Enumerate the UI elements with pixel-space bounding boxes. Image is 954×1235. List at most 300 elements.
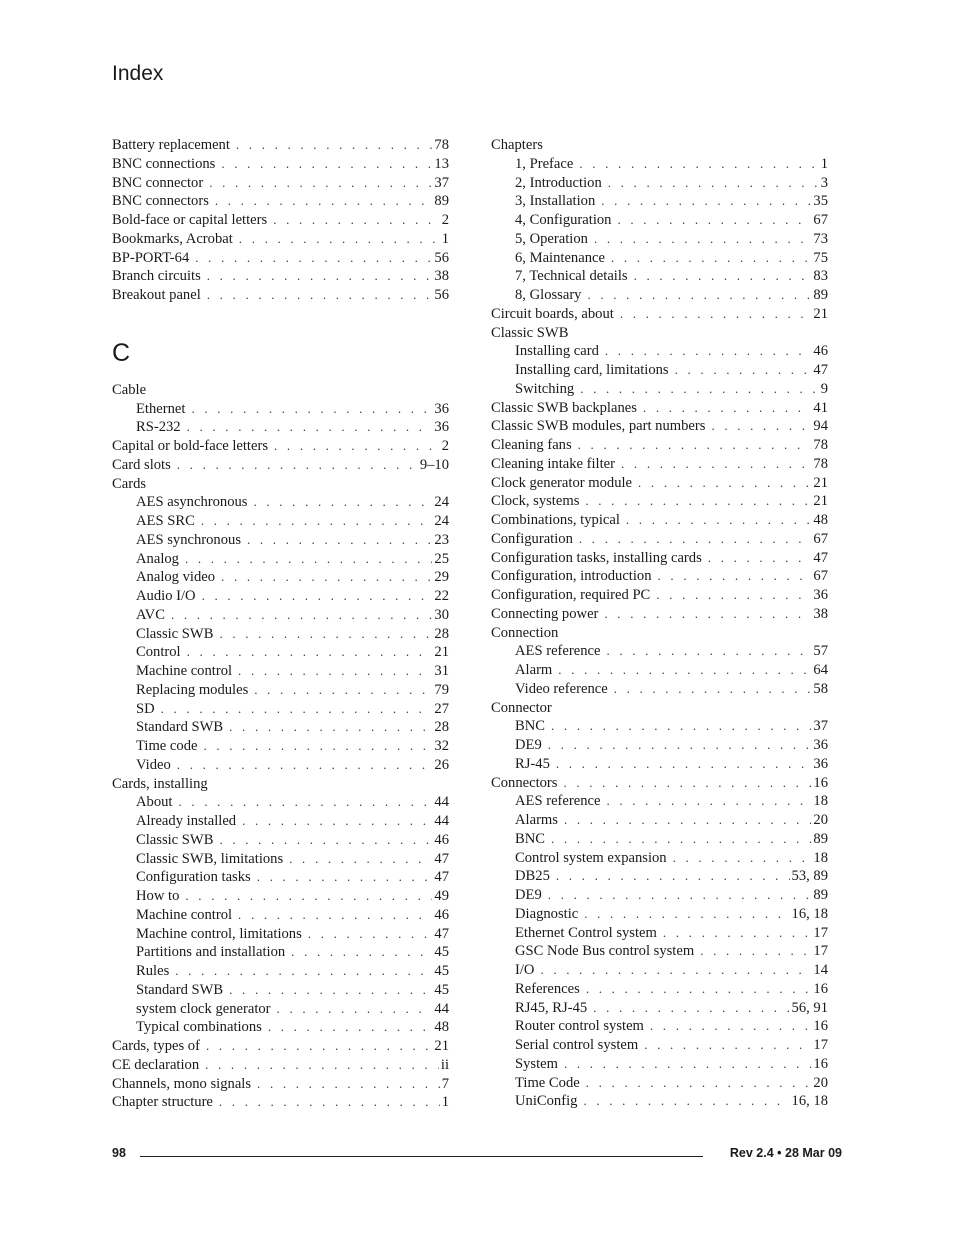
index-page-ref[interactable]: 27 <box>434 700 449 717</box>
dot-leader <box>634 267 812 286</box>
index-subentry <box>112 400 449 419</box>
index-entry <box>491 305 828 324</box>
index-page-ref[interactable]: 17 <box>813 924 828 941</box>
dot-leader <box>578 436 812 455</box>
index-page-ref[interactable]: 22 <box>434 588 449 604</box>
dot-leader <box>620 305 812 324</box>
index-entry <box>112 456 449 475</box>
index-page-ref[interactable]: 64 <box>813 662 828 678</box>
index-entry <box>112 211 449 230</box>
index-page-ref[interactable]: 9–10 <box>419 456 449 473</box>
index-page-ref[interactable]: 21 <box>434 1038 449 1054</box>
footer-rule <box>140 1156 703 1157</box>
index-subentry <box>112 981 449 1000</box>
dot-leader <box>558 661 811 680</box>
index-term: Chapter structure <box>112 1094 213 1111</box>
index-page-ref[interactable]: 94 <box>813 418 828 435</box>
index-subentry <box>112 718 449 737</box>
index-page-ref[interactable]: 24 <box>434 513 449 529</box>
index-entry <box>112 249 449 268</box>
index-page-ref[interactable]: 7 <box>441 1075 449 1092</box>
index-page-ref[interactable]: 79 <box>434 681 449 698</box>
index-page-ref[interactable]: 45 <box>434 944 449 961</box>
index-term: RJ-45 <box>515 755 550 772</box>
index-page-ref[interactable]: 48 <box>813 512 828 528</box>
dot-leader <box>185 550 432 569</box>
index-page-ref[interactable]: 89 <box>813 887 828 903</box>
index-term: Configuration, required PC <box>491 587 651 603</box>
index-term: Diagnostic <box>515 905 579 922</box>
index-term: AES asynchronous <box>136 494 248 511</box>
index-term: Cards, installing <box>112 775 208 792</box>
index-term: Serial control system <box>515 1037 639 1053</box>
dot-leader <box>219 1093 440 1112</box>
index-subentry <box>112 606 449 625</box>
index-term: Alarms <box>515 812 558 828</box>
dot-leader <box>663 924 812 943</box>
index-entry <box>112 267 449 286</box>
index-term: Standard SWB <box>136 981 224 998</box>
index-subentry <box>112 1018 449 1037</box>
index-page-ref[interactable]: 3 <box>820 174 828 191</box>
index-entry <box>491 699 828 718</box>
dot-leader <box>171 606 432 625</box>
index-page-ref[interactable]: 21 <box>813 493 828 510</box>
index-term: 5, Operation <box>515 230 588 247</box>
index-subentry <box>112 831 449 850</box>
index-page-ref[interactable]: 1 <box>441 1094 449 1111</box>
dot-leader <box>187 643 433 662</box>
dot-leader <box>564 1055 811 1074</box>
index-page-ref[interactable]: 16 <box>813 1055 828 1072</box>
index-page-ref[interactable]: 44 <box>434 794 449 811</box>
index-page-ref[interactable]: 46 <box>813 343 828 360</box>
index-page-ref[interactable]: 13 <box>434 155 449 172</box>
index-subentry <box>491 961 828 980</box>
index-subentry <box>491 661 828 680</box>
index-entry <box>491 492 828 511</box>
index-term: Router control system <box>515 1018 644 1035</box>
index-term: Ethernet <box>136 400 186 417</box>
dot-leader <box>587 286 811 305</box>
index-term: Classic SWB <box>491 324 569 341</box>
index-term: Standard SWB <box>136 719 224 736</box>
index-entry <box>491 324 828 343</box>
dot-leader <box>675 361 812 380</box>
index-page-ref[interactable]: 29 <box>434 569 449 586</box>
dot-leader <box>658 567 812 586</box>
index-subentry <box>491 1074 828 1093</box>
dot-leader <box>203 737 432 756</box>
index-subentry <box>112 943 449 962</box>
index-page-ref[interactable]: 28 <box>434 625 449 642</box>
index-page-ref[interactable]: 24 <box>434 494 449 511</box>
index-subentry <box>491 942 828 961</box>
index-entry <box>491 774 828 793</box>
index-term: Control system expansion <box>515 849 667 866</box>
index-term: Configuration <box>491 530 573 547</box>
dot-leader <box>564 811 811 830</box>
index-term: UniConfig <box>515 1093 578 1110</box>
index-page-ref[interactable]: 75 <box>813 249 828 266</box>
index-subentry <box>112 568 449 587</box>
index-page-ref[interactable]: 56 <box>434 287 449 303</box>
index-term: Configuration tasks <box>136 869 251 886</box>
index-page-ref[interactable]: 67 <box>813 568 828 585</box>
index-term: 3, Installation <box>515 193 596 210</box>
dot-leader <box>556 867 790 886</box>
index-page-ref[interactable]: 20 <box>813 1074 828 1091</box>
index-entry <box>491 586 828 605</box>
index-page-ref[interactable]: 53, 89 <box>791 868 828 885</box>
index-term: Analog video <box>136 569 216 586</box>
index-term: Channels, mono signals <box>112 1075 252 1092</box>
dot-leader <box>611 249 811 268</box>
dot-leader <box>268 1018 433 1037</box>
index-subentry <box>112 962 449 981</box>
index-page-ref[interactable]: 56 <box>434 249 449 266</box>
index-subentry <box>112 625 449 644</box>
dot-leader <box>551 717 811 736</box>
index-page-ref[interactable]: 21 <box>813 474 828 491</box>
index-page-ref[interactable]: 14 <box>813 962 828 978</box>
index-page-ref[interactable]: 9 <box>820 380 828 397</box>
index-subentry <box>491 755 828 774</box>
index-page-ref[interactable]: 47 <box>434 925 449 942</box>
dot-leader <box>606 792 811 811</box>
dot-leader <box>253 493 432 512</box>
index-page-ref[interactable]: 36 <box>813 587 828 603</box>
index-term: Video reference <box>515 680 608 697</box>
dot-leader <box>604 605 811 624</box>
index-term: Breakout panel <box>112 287 201 303</box>
index-term: Replacing modules <box>136 681 249 698</box>
index-term: CE declaration <box>112 1056 200 1073</box>
index-page-ref[interactable]: 57 <box>813 643 828 660</box>
index-entry <box>491 136 828 155</box>
index-page-ref[interactable]: 48 <box>434 1019 449 1036</box>
dot-leader <box>711 417 811 436</box>
index-term: BNC connections <box>112 155 216 172</box>
index-page-ref[interactable]: 16 <box>813 1018 828 1035</box>
index-page-ref[interactable]: 47 <box>434 869 449 886</box>
index-page-ref[interactable]: 36 <box>813 737 828 753</box>
index-subentry <box>491 380 828 399</box>
index-page-ref[interactable]: 20 <box>813 812 828 828</box>
dot-leader <box>551 830 811 849</box>
dot-leader <box>205 1056 439 1075</box>
index-subentry <box>491 680 828 699</box>
dot-leader <box>605 342 812 361</box>
index-term: BNC <box>515 718 546 735</box>
index-term: AES reference <box>515 643 601 660</box>
index-subentry <box>112 418 449 437</box>
index-page-ref[interactable]: 2 <box>441 212 449 228</box>
index-term: GSC Node Bus control system <box>515 943 695 960</box>
dot-leader <box>185 887 432 906</box>
index-term: Clock generator module <box>491 474 633 491</box>
dot-leader <box>593 999 789 1018</box>
dot-leader <box>289 850 432 869</box>
index-page-ref[interactable]: 56, 91 <box>791 999 828 1016</box>
dot-leader <box>579 155 818 174</box>
index-page-ref[interactable]: 89 <box>813 287 828 303</box>
dot-leader <box>209 174 432 193</box>
index-term: Machine control <box>136 663 233 679</box>
index-entry <box>112 775 449 794</box>
index-subentry <box>491 174 828 193</box>
index-term: Analog <box>136 550 179 567</box>
index-term: DB25 <box>515 868 550 885</box>
index-term: System <box>515 1055 558 1072</box>
index-page-ref[interactable]: 47 <box>434 850 449 867</box>
index-entry <box>112 286 449 305</box>
index-term: system clock generator <box>136 1000 271 1017</box>
index-subentry <box>491 736 828 755</box>
index-term: AES synchronous <box>136 531 241 548</box>
dot-leader <box>229 981 432 1000</box>
index-subentry <box>112 850 449 869</box>
index-term: RJ45, RJ-45 <box>515 999 588 1016</box>
index-term: Rules <box>136 963 170 979</box>
index-term: BP-PORT-64 <box>112 249 190 266</box>
index-subentry <box>112 681 449 700</box>
index-page-ref[interactable]: 36 <box>434 419 449 436</box>
index-term: Classic SWB backplanes <box>491 399 637 416</box>
index-entry <box>112 230 449 249</box>
dot-leader <box>626 511 812 530</box>
index-page-ref[interactable]: 36 <box>434 400 449 417</box>
index-page-ref[interactable]: 37 <box>813 718 828 735</box>
index-page-ref[interactable]: 67 <box>813 212 828 228</box>
index-page-ref[interactable]: 16, 18 <box>791 905 828 922</box>
index-page-ref[interactable]: 21 <box>813 305 828 322</box>
index-term: Connector <box>491 699 552 716</box>
dot-leader <box>608 174 819 193</box>
index-entry <box>491 605 828 624</box>
dot-leader <box>177 756 433 775</box>
index-term: Connection <box>491 624 559 641</box>
index-entry <box>491 567 828 586</box>
index-entry <box>112 136 449 155</box>
index-page-ref[interactable]: 47 <box>813 362 828 378</box>
index-page-ref[interactable]: 44 <box>434 1000 449 1017</box>
dot-leader <box>708 549 812 568</box>
index-page-ref[interactable]: 21 <box>434 644 449 661</box>
dot-leader <box>201 512 433 531</box>
index-subentry <box>112 493 449 512</box>
index-page-ref[interactable]: 1 <box>820 155 828 172</box>
dot-leader <box>594 230 811 249</box>
index-term: Cable <box>112 381 147 398</box>
index-subentry <box>491 230 828 249</box>
index-page-ref[interactable]: 46 <box>434 906 449 923</box>
index-term: Card slots <box>112 456 171 473</box>
index-column-left <box>112 136 449 1112</box>
index-subentry <box>491 1055 828 1074</box>
index-page-ref[interactable]: 78 <box>813 455 828 472</box>
revision-label: Rev 2.4 • 28 Mar 09 <box>729 1146 842 1160</box>
dot-leader <box>643 399 811 418</box>
index-term: DE9 <box>515 887 542 903</box>
dot-leader <box>583 1092 789 1111</box>
index-term: Control <box>136 644 181 661</box>
index-term: RS-232 <box>136 419 181 436</box>
dot-leader <box>621 455 811 474</box>
index-page-ref[interactable]: 41 <box>813 399 828 416</box>
dot-leader <box>238 662 432 681</box>
index-entry <box>112 192 449 211</box>
index-page-ref[interactable]: 18 <box>813 849 828 866</box>
index-entry <box>491 624 828 643</box>
index-page-ref[interactable]: 25 <box>434 550 449 567</box>
index-page-ref[interactable]: 89 <box>813 830 828 847</box>
index-term: Bold-face or capital letters <box>112 212 268 228</box>
dot-leader <box>584 905 789 924</box>
index-term: Classic SWB modules, part numbers <box>491 418 706 435</box>
index-term: Machine control <box>136 906 233 923</box>
index-term: I/O <box>515 962 535 978</box>
index-term: Audio I/O <box>136 588 196 604</box>
index-page-ref[interactable]: 16 <box>813 774 828 791</box>
dot-leader <box>187 418 433 437</box>
dot-leader <box>274 437 440 456</box>
index-term: 2, Introduction <box>515 174 602 191</box>
index-term: Capital or bold-face letters <box>112 438 269 454</box>
index-page-ref[interactable]: 38 <box>813 605 828 622</box>
index-entry <box>491 399 828 418</box>
index-subentry <box>112 868 449 887</box>
dot-leader <box>586 980 812 999</box>
index-page-ref[interactable]: 37 <box>434 174 449 191</box>
dot-leader <box>606 642 811 661</box>
index-subentry <box>112 700 449 719</box>
index-page-ref[interactable]: ii <box>440 1056 449 1073</box>
index-term: Video <box>136 756 171 773</box>
index-page-ref[interactable]: 2 <box>441 438 449 454</box>
dot-leader <box>219 625 432 644</box>
dot-leader <box>585 492 811 511</box>
dot-leader <box>236 136 433 155</box>
index-term: 6, Maintenance <box>515 249 605 266</box>
index-page-ref[interactable]: 58 <box>813 680 828 697</box>
index-term: Alarm <box>515 662 553 678</box>
index-subentry <box>112 550 449 569</box>
dot-leader <box>617 211 811 230</box>
index-term: Classic SWB, limitations <box>136 850 284 867</box>
index-page-ref[interactable]: 1 <box>441 230 449 247</box>
dot-leader <box>638 474 811 493</box>
dot-leader <box>238 906 432 925</box>
index-page-ref[interactable]: 67 <box>813 530 828 547</box>
index-term: 8, Glossary <box>515 287 582 303</box>
dot-leader <box>221 155 432 174</box>
dot-leader <box>650 1017 812 1036</box>
index-page-ref[interactable]: 30 <box>434 606 449 623</box>
index-page-ref[interactable]: 89 <box>434 193 449 210</box>
index-page-ref[interactable]: 17 <box>813 1037 828 1053</box>
index-term: Installing card, limitations <box>515 362 669 378</box>
index-subentry <box>491 267 828 286</box>
index-page-ref[interactable]: 36 <box>813 755 828 772</box>
index-section-letter: C <box>112 338 131 367</box>
index-page-ref[interactable]: 78 <box>434 137 449 153</box>
index-page-ref[interactable]: 38 <box>434 268 449 285</box>
index-page-ref[interactable]: 16 <box>813 980 828 997</box>
index-term: AES SRC <box>136 513 195 529</box>
index-entry <box>491 417 828 436</box>
index-subentry <box>491 1092 828 1111</box>
index-subentry <box>112 887 449 906</box>
index-subentry <box>491 811 828 830</box>
index-entry <box>112 1075 449 1094</box>
dot-leader <box>175 962 432 981</box>
index-term: Configuration, introduction <box>491 568 652 585</box>
index-subentry <box>112 587 449 606</box>
index-page-ref[interactable]: 78 <box>813 437 828 453</box>
index-subentry <box>112 756 449 775</box>
index-term: Battery replacement <box>112 137 230 153</box>
index-page-ref[interactable]: 83 <box>813 268 828 285</box>
index-page-ref[interactable]: 47 <box>813 549 828 566</box>
index-page-ref[interactable]: 32 <box>434 738 449 754</box>
dot-leader <box>247 531 432 550</box>
index-page-ref[interactable]: 45 <box>434 981 449 998</box>
index-page-ref[interactable]: 26 <box>434 756 449 773</box>
index-page-ref[interactable]: 44 <box>434 813 449 829</box>
index-term: Clock, systems <box>491 493 580 510</box>
index-entry <box>112 174 449 193</box>
dot-leader <box>206 1037 432 1056</box>
index-subentry <box>491 1036 828 1055</box>
dot-leader <box>556 755 812 774</box>
index-page-ref[interactable]: 49 <box>434 888 449 904</box>
index-page-ref[interactable]: 16, 18 <box>791 1093 828 1110</box>
index-subentry <box>112 812 449 831</box>
dot-leader <box>178 793 432 812</box>
dot-leader <box>644 1036 811 1055</box>
index-page-ref[interactable]: 46 <box>434 831 449 848</box>
index-term: AES reference <box>515 793 601 810</box>
index-term: Time code <box>136 738 198 754</box>
page-footer <box>112 1146 842 1164</box>
index-term: SD <box>136 700 155 717</box>
dot-leader <box>219 831 432 850</box>
index-entry <box>112 1037 449 1056</box>
dot-leader <box>291 943 432 962</box>
index-page-ref[interactable]: 31 <box>434 663 449 679</box>
dot-leader <box>257 868 433 887</box>
dot-leader <box>673 849 812 868</box>
index-subentry <box>112 906 449 925</box>
index-page-ref[interactable]: 45 <box>434 963 449 979</box>
index-term: Bookmarks, Acrobat <box>112 230 233 247</box>
index-entry <box>491 549 828 568</box>
index-entry <box>112 437 449 456</box>
index-page-ref[interactable]: 18 <box>813 793 828 810</box>
index-term: Partitions and installation <box>136 944 286 961</box>
index-page-ref[interactable]: 17 <box>813 943 828 960</box>
index-subentry <box>491 192 828 211</box>
index-term: AVC <box>136 606 165 623</box>
index-page-ref[interactable]: 23 <box>434 531 449 548</box>
index-page-ref[interactable]: 73 <box>813 230 828 247</box>
index-page-ref[interactable]: 28 <box>434 719 449 736</box>
index-subentry <box>491 924 828 943</box>
index-page-ref[interactable]: 35 <box>813 193 828 210</box>
dot-leader <box>177 456 418 475</box>
index-term: Cleaning fans <box>491 437 572 453</box>
